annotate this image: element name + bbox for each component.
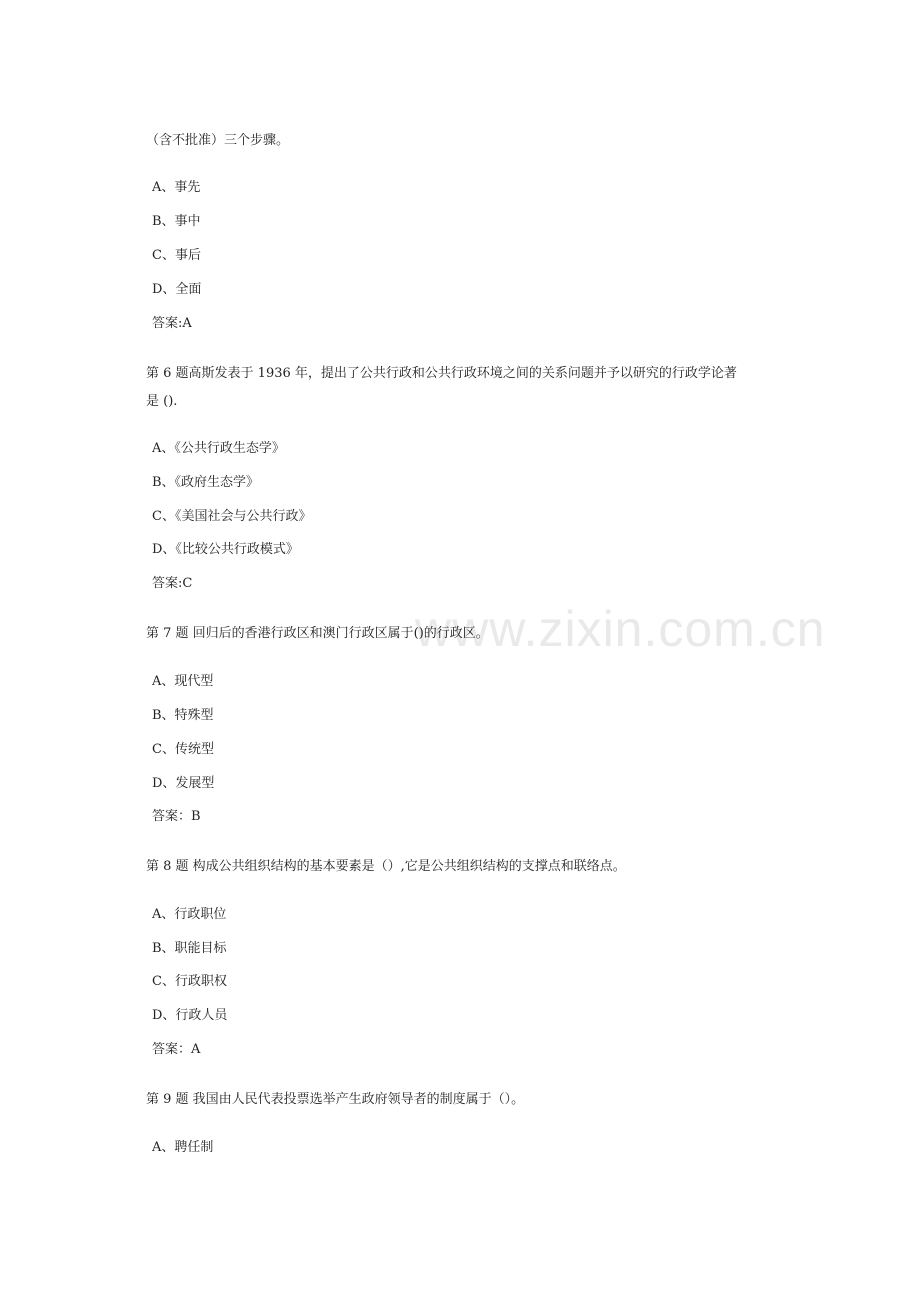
option-d: D、全面: [152, 282, 202, 297]
answer: 答案：B: [152, 809, 201, 824]
option-b: B、事中: [152, 214, 201, 229]
option-a: A、行政职位: [152, 907, 227, 922]
option-a: A、聘任制: [152, 1140, 214, 1155]
question-6-cont: 是 ().: [146, 394, 178, 409]
option-c: C、《美国社会与公共行政》: [152, 509, 312, 524]
option-c: C、事后: [152, 248, 201, 263]
text-line: （含不批准）三个步骤。: [146, 133, 290, 148]
option-d: D、《比较公共行政模式》: [152, 542, 299, 557]
option-a: A、现代型: [152, 674, 214, 689]
option-d: D、发展型: [152, 776, 215, 791]
option-c: C、行政职权: [152, 974, 227, 989]
question-6: 第 6 题高斯发表于 1936 年，提出了公共行政和公共行政环境之间的关系问题并予以研究的行政学论著: [146, 366, 737, 381]
question-8: 第 8 题 构成公共组织结构的基本要素是（）,它是公共组织结构的支撑点和联络点。: [146, 859, 626, 874]
question-9: 第 9 题 我国由人民代表投票选举产生政府领导者的制度属于（）。: [146, 1092, 525, 1107]
option-a: A、事先: [152, 180, 201, 195]
option-b: B、特殊型: [152, 708, 214, 723]
option-b: B、《政府生态学》: [152, 475, 260, 490]
option-a: A、《公共行政生态学》: [152, 441, 285, 456]
answer: 答案：A: [152, 1042, 201, 1057]
option-c: C、传统型: [152, 742, 214, 757]
question-7: 第 7 题 回归后的香港行政区和澳门行政区属于()的行政区。: [146, 626, 489, 641]
answer: 答案:C: [152, 576, 193, 591]
watermark: www.zixin.com.cn: [415, 601, 826, 657]
answer: 答案:A: [152, 316, 192, 331]
option-d: D、行政人员: [152, 1008, 228, 1023]
option-b: B、职能目标: [152, 941, 227, 956]
